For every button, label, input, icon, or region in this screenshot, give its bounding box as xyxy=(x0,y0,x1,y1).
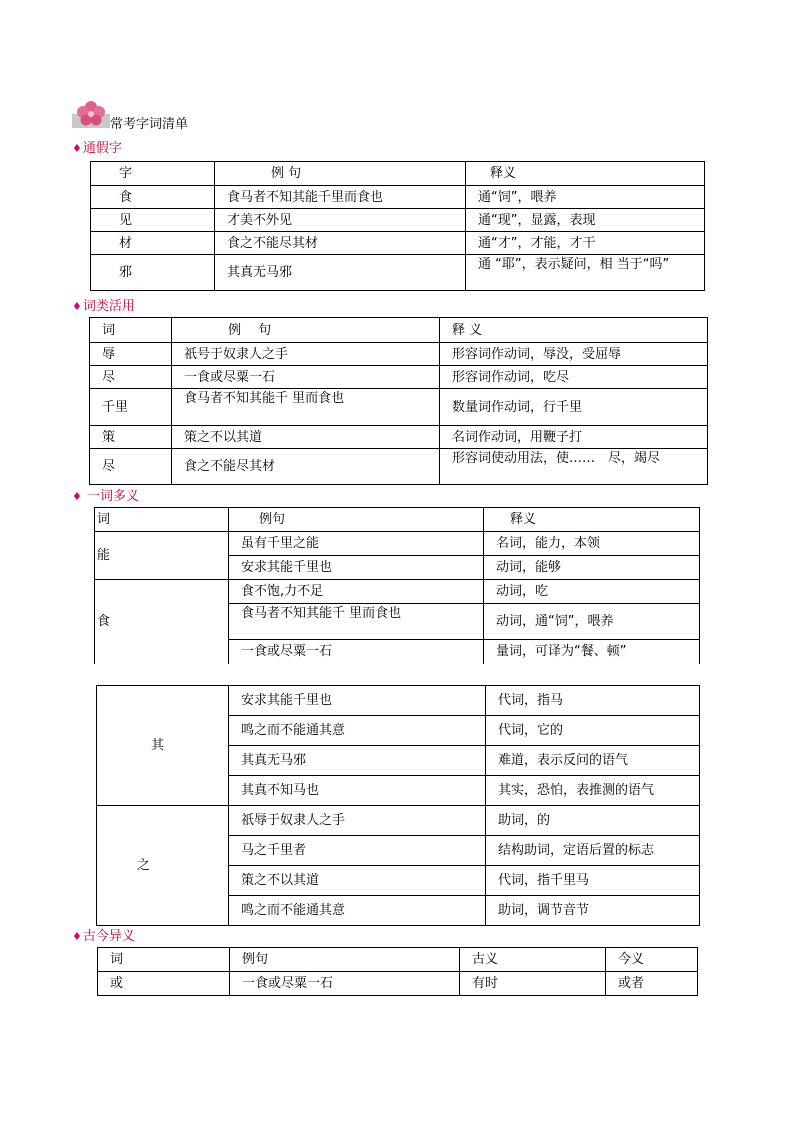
table-cell: 其真无马邪 xyxy=(229,746,486,776)
table-header-row xyxy=(98,948,698,972)
column-header: 释 义 xyxy=(440,318,708,343)
table-row xyxy=(98,972,698,996)
table-cell: 代词，指马 xyxy=(486,686,700,716)
table-cell: 策之不以其道 xyxy=(229,866,486,896)
table-row xyxy=(90,366,708,389)
table-cell: 虽有千里之能 xyxy=(229,532,484,556)
section-heading-tongjiazi xyxy=(72,141,122,157)
table-cell: 量词，可译为“餐、顿” xyxy=(484,640,700,664)
column-header: 例句 xyxy=(229,508,484,532)
table-cell: 或者 xyxy=(606,972,698,996)
table-row xyxy=(91,186,705,209)
header-flower-icon xyxy=(72,98,110,130)
table-cell: 辱 xyxy=(90,343,172,366)
table-cell: 通“饲”，喂养 xyxy=(466,186,705,209)
table-cell: 其真不知马也 xyxy=(229,776,486,806)
section-heading-yiciduoyi xyxy=(72,489,139,505)
tongjiazi-table xyxy=(90,161,705,291)
table-cell: 鸣之而不能通其意 xyxy=(229,716,486,746)
table-cell: 邪 xyxy=(91,255,215,291)
word-cell: 能 xyxy=(95,532,229,580)
column-header: 释义 xyxy=(484,508,700,532)
table-cell: 动词，通“饲”，喂养 xyxy=(484,604,700,640)
table-cell: 名词，能力，本领 xyxy=(484,532,700,556)
section-title: 古今异义 xyxy=(82,929,135,944)
table-cell: 通 “耶”，表示疑问，相 当于“吗” xyxy=(466,255,705,291)
table-cell: 有时 xyxy=(460,972,606,996)
table-cell: 策 xyxy=(90,426,172,449)
table-row xyxy=(90,389,708,426)
table-row xyxy=(95,532,700,556)
table-cell: 食之不能尽其材 xyxy=(172,449,440,485)
page-title: 常考字词清单 xyxy=(110,117,189,132)
table-cell: 代词，指千里马 xyxy=(486,866,700,896)
table-cell: 形容词作动词，吃尽 xyxy=(440,366,708,389)
column-header: 词 xyxy=(98,948,230,972)
table-cell: 一食或尽粟一石 xyxy=(172,366,440,389)
table-cell: 助词，的 xyxy=(486,806,700,836)
table-row xyxy=(97,806,700,836)
yiciduoyi-table xyxy=(94,507,700,664)
table-cell: 马之千里者 xyxy=(229,836,486,866)
table-cell: 代词，它的 xyxy=(486,716,700,746)
table-cell: 其实，恐怕，表推测的语气 xyxy=(486,776,700,806)
table-cell: 通“现”，显露，表现 xyxy=(466,209,705,232)
word-cell: 食 xyxy=(95,580,229,664)
table-cell: 尽 xyxy=(90,449,172,485)
table-row xyxy=(90,343,708,366)
table-cell: 通“才”，才能，才干 xyxy=(466,232,705,255)
yiciduoyi-table-continued xyxy=(96,685,700,926)
table-cell: 材 xyxy=(91,232,215,255)
section-heading-gujinyiyi xyxy=(72,929,135,945)
table-cell: 助词，调节音节 xyxy=(486,896,700,926)
table-cell: 食不饱,力不足 xyxy=(229,580,484,604)
table-cell: 安求其能千里也 xyxy=(229,686,486,716)
table-cell: 形容词作动词，辱没，受屈辱 xyxy=(440,343,708,366)
table-cell: 名词作动词，用鞭子打 xyxy=(440,426,708,449)
table-header-row xyxy=(95,508,700,532)
table-cell: 动词，能够 xyxy=(484,556,700,580)
column-header: 今义 xyxy=(606,948,698,972)
table-row xyxy=(91,209,705,232)
cileihuoyong-table xyxy=(89,317,708,485)
section-title: 词类活用 xyxy=(82,299,135,314)
table-cell: 难道，表示反问的语气 xyxy=(486,746,700,776)
table-cell: 动词，吃 xyxy=(484,580,700,604)
table-row xyxy=(91,232,705,255)
table-row xyxy=(90,426,708,449)
table-cell: 数量词作动词，行千里 xyxy=(440,389,708,426)
table-cell: 一食或尽粟一石 xyxy=(230,972,460,996)
column-header: 例句 xyxy=(230,948,460,972)
column-header: 例 句 xyxy=(172,318,440,343)
table-cell: 食马者不知其能千 里而食也 xyxy=(229,604,484,640)
column-header: 例 句 xyxy=(215,162,466,186)
column-header: 词 xyxy=(95,508,229,532)
table-cell: 祇号于奴隶人之手 xyxy=(172,343,440,366)
table-cell: 形容词使动用法，使…… 尽，竭尽 xyxy=(440,449,708,485)
table-cell: 见 xyxy=(91,209,215,232)
column-header: 字 xyxy=(91,162,215,186)
table-cell: 才美不外见 xyxy=(215,209,466,232)
table-cell: 祇辱于奴隶人之手 xyxy=(229,806,486,836)
column-header: 词 xyxy=(90,318,172,343)
table-cell: 其真无马邪 xyxy=(215,255,466,291)
table-cell: 食 xyxy=(91,186,215,209)
table-cell: 食马者不知其能千 里而食也 xyxy=(172,389,440,426)
section-title: 通假字 xyxy=(82,141,122,156)
table-row xyxy=(97,686,700,716)
table-cell: 千里 xyxy=(90,389,172,426)
column-header: 古义 xyxy=(460,948,606,972)
word-cell: 之 xyxy=(97,806,229,926)
diamond-bullet-icon: ♦ xyxy=(72,930,82,943)
table-cell: 结构助词，定语后置的标志 xyxy=(486,836,700,866)
diamond-bullet-icon: ♦ xyxy=(72,142,82,155)
table-cell: 策之不以其道 xyxy=(172,426,440,449)
table-header-row xyxy=(91,162,705,186)
table-cell: 鸣之而不能通其意 xyxy=(229,896,486,926)
table-row xyxy=(91,255,705,291)
table-header-row xyxy=(90,318,708,343)
table-cell: 安求其能千里也 xyxy=(229,556,484,580)
table-cell: 食马者不知其能千里而食也 xyxy=(215,186,466,209)
word-cell: 其 xyxy=(97,686,229,806)
table-cell: 食之不能尽其材 xyxy=(215,232,466,255)
table-cell: 一食或尽粟一石 xyxy=(229,640,484,664)
table-cell: 或 xyxy=(98,972,230,996)
diamond-bullet-icon: ♦ xyxy=(72,300,82,313)
gujinyiyi-table xyxy=(97,947,698,996)
table-cell: 尽 xyxy=(90,366,172,389)
diamond-bullet-icon: ♦ xyxy=(72,490,82,503)
section-heading-cileihuoyong xyxy=(72,299,135,315)
column-header: 释义 xyxy=(466,162,705,186)
section-title: 一词多义 xyxy=(82,489,140,504)
table-row xyxy=(95,580,700,604)
table-row xyxy=(90,449,708,485)
